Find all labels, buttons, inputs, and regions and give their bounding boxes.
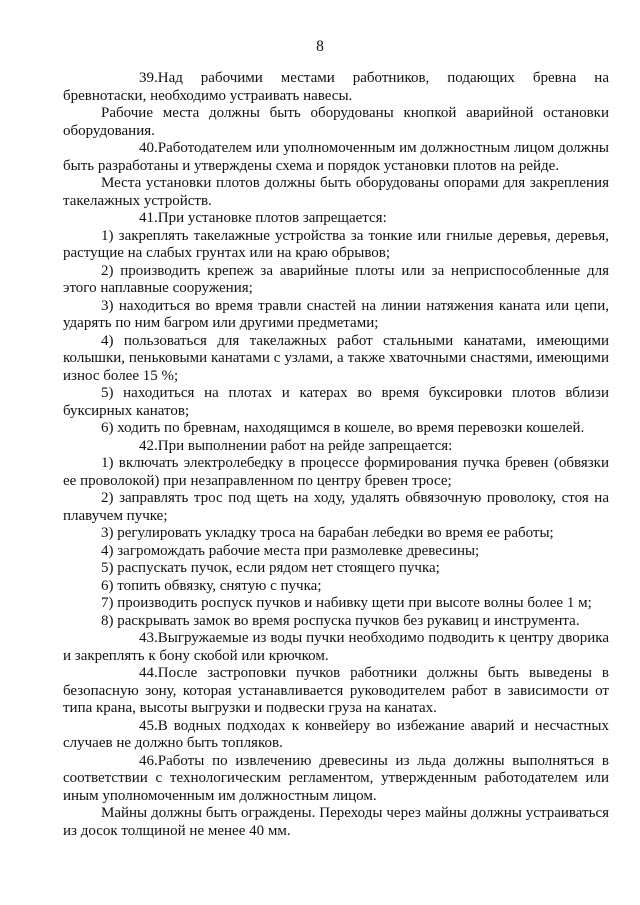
paragraph-text: 1) включать электролебедку в процессе формирования пучка бревен (обвязки ее проволокой) при незаправленном по центру бревен тросе; (63, 455, 609, 489)
paragraph (63, 490, 609, 525)
paragraph (63, 543, 609, 561)
paragraph-number: 39. (139, 70, 158, 86)
paragraph-text: Майны должны быть ограждены. Переходы через майны должны устраиваться из досок толщиной не менее 40 мм. (63, 805, 609, 839)
paragraph-text: 6) ходить по бревнам, находящимся в кошеле, во время перевозки кошелей. (101, 420, 585, 436)
paragraph (63, 630, 609, 665)
paragraph (63, 333, 609, 386)
paragraph (63, 298, 609, 333)
paragraph (63, 578, 609, 596)
paragraph (63, 718, 609, 753)
paragraph (63, 805, 609, 840)
paragraph-text: После застроповки пучков работники должны быть выведены в безопасную зону, которая устанавливается руководителем работ в зависимости от типа крана, высоты выгрузки и подвески груза на канатах. (63, 665, 609, 716)
paragraph-text: 4) пользоваться для такелажных работ стальными канатами, имеющими колышки, пеньковыми канатами с узлами, а также хваточными снастями, имеющими износ более 15 %; (63, 332, 609, 384)
paragraph-text: В водных подходах к конвейеру во избежание аварий и несчастных случаев не должно быть топляков. (63, 717, 609, 751)
paragraph-text: При установке плотов запрещается: (157, 210, 387, 226)
paragraph-text: Выгружаемые из воды пучки необходимо подводить к центру дворика и закреплять к бону скобой или крючком. (63, 630, 609, 664)
document-body (63, 70, 609, 840)
paragraph (63, 140, 609, 175)
paragraph-number: 44. (139, 665, 158, 681)
paragraph-text: 3) находиться во время травли снастей на линии натяжения каната или цепи, ударять по ним багром или другими предметами; (63, 297, 609, 331)
paragraph (63, 175, 609, 210)
paragraph-text: Над рабочими местами работников, подающих бревна на бревнотаски, необходимо устраивать навесы. (63, 70, 609, 104)
paragraph (63, 385, 609, 420)
paragraph (63, 228, 609, 263)
paragraph-text: 2) заправлять трос под щеть на ходу, удалять обвязочную проволоку, стоя на плавучем пучке; (63, 490, 609, 524)
paragraph (63, 420, 609, 438)
paragraph (63, 438, 609, 456)
paragraph (63, 560, 609, 578)
paragraph-number: 43. (139, 630, 158, 646)
paragraph-text: 3) регулировать укладку троса на барабан лебедки во время ее работы; (101, 525, 554, 541)
paragraph-text: Работодателем или уполномоченным им должностным лицом должны быть разработаны и утверждены схема и порядок установки плотов на рейде. (63, 140, 609, 174)
paragraph-text: При выполнении работ на рейде запрещается: (157, 437, 453, 454)
paragraph-text: 4) загромождать рабочие места при размолевке древесины; (101, 542, 480, 559)
paragraph (63, 525, 609, 543)
paragraph (63, 455, 609, 490)
paragraph-number: 41. (139, 210, 158, 226)
paragraph-text: Места установки плотов должны быть оборудованы опорами для закрепления такелажных устройств. (63, 175, 609, 209)
paragraph-text: Рабочие места должны быть оборудованы кнопкой аварийной остановки оборудования. (63, 105, 609, 139)
paragraph-text: 2) производить крепеж за аварийные плоты или за неприспособленные для этого наплавные сооружения; (63, 262, 609, 296)
paragraph (63, 210, 609, 228)
paragraph-number: 42. (139, 437, 158, 454)
paragraph (63, 263, 609, 298)
paragraph-number: 46. (139, 752, 158, 769)
paragraph-text: 7) производить роспуск пучков и набивку щети при высоте волны более 1 м; (101, 595, 592, 611)
paragraph-number: 40. (139, 140, 158, 156)
paragraph (63, 753, 609, 806)
paragraph (63, 665, 609, 718)
paragraph-number: 45. (139, 717, 158, 734)
paragraph (63, 105, 609, 140)
paragraph-text: 6) топить обвязку, снятую с пучка; (101, 577, 322, 594)
paragraph-text: Работы по извлечению древесины из льда должны выполняться в соответствии с технологическим регламентом, утвержденным работодателем или иным уполномоченным им должностным лицом. (63, 752, 609, 804)
page-number: 8 (316, 38, 324, 55)
paragraph (63, 595, 609, 613)
paragraph-text: 1) закреплять такелажные устройства за тонкие или гнилые деревья, деревья, растущие на слабых грунтах или на краю обрывов; (63, 227, 609, 261)
paragraph-text: 5) распускать пучок, если рядом нет стоящего пучка; (101, 560, 440, 576)
paragraph (63, 613, 609, 631)
paragraph-text: 8) раскрывать замок во время роспуска пучков без рукавиц и инструмента. (101, 612, 580, 629)
paragraph-text: 5) находиться на плотах и катерах во время буксировки плотов вблизи буксирных канатов; (63, 385, 609, 419)
paragraph (63, 70, 609, 105)
